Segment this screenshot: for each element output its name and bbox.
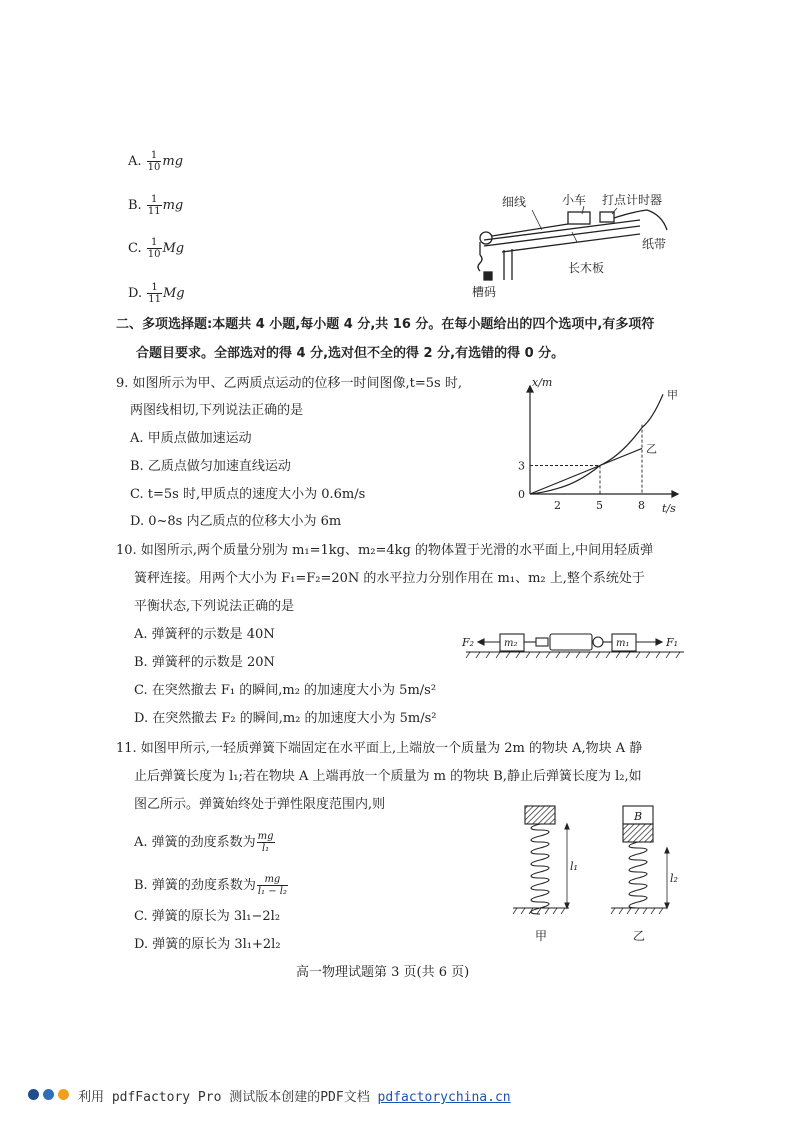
label-cart: 小车 [562,193,587,207]
label-jia: 甲 [535,929,548,943]
label-timer: 打点计时器 [602,193,663,207]
q9-stem: 9. 如图所示为甲、乙两质点运动的位移一时间图像,t=5s 时, [116,376,462,391]
q11-option-d: D. 弹簧的原长为 3l₁+2l₂ [134,937,281,952]
label-f1: F₁ [666,636,679,649]
label-thread: 细线 [502,195,527,209]
q9-option-d: D. 0~8s 内乙质点的位移大小为 6m [130,514,342,529]
q11-option-b: B. 弹簧的劲度系数为 $\frac{mg}{\text{l₁ − l₂}}$ [134,874,287,897]
q10-option-c: C. 在突然撤去 F₁ 的瞬间,m₂ 的加速度大小为 5m/s² [134,683,437,698]
y-axis-label: x/m [532,376,553,389]
x-arrow [672,491,678,497]
q9-option-b: B. 乙质点做匀加速直线运动 [130,459,291,474]
fraction: $\frac{1}{10}$ [147,237,161,260]
q8-cart-figure [472,190,672,300]
q11-stem: 止后弹簧长度为 l₁;若在物块 A 上端再放一个质量为 m 的物块 B,静止后弹簧长度为 l₂,如 [134,769,642,784]
x-tick-label: 5 [596,499,603,512]
paper-tape [614,210,667,230]
fraction: $\frac{1}{11}$ [147,194,161,217]
label-l2: l₂ [670,872,678,885]
block-a-yi [623,824,653,842]
label-yi: 乙 [633,929,646,943]
label-f2: F₂ [462,636,475,649]
block-a-jia [525,806,555,824]
q10-option-b: B. 弹簧秤的示数是 20N [134,655,275,670]
q8-option: B. $\frac{1}{11}$ mg [128,194,184,217]
q11-option-c: C. 弹簧的原长为 3l₁−2l₂ [134,909,281,924]
label-m2: m₂ [504,638,518,649]
hook-weight [484,272,492,280]
q9-option-c: C. t=5s 时,甲质点的速度大小为 0.6m/s [130,487,366,502]
origin-label: 0 [518,488,525,501]
q10-stem: 10. 如图所示,两个质量分别为 m₁=1kg、m₂=4kg 的物体置于光滑的水平面上,中间用轻质弹 [116,543,654,558]
section-heading-cont: 合题目要求。全部选对的得 4 分,选对但不全的得 2 分,有选错的得 0 分。 [136,346,565,361]
q10-stem: 平衡状态,下列说法正确的是 [134,599,295,614]
banner-text: 利用 pdfFactory Pro 测试版本创建的PDF文档 pdfactorychina.cn [78,1090,511,1105]
label-b: B [634,810,643,823]
pdf-factory-banner [0,1082,794,1112]
section-heading: 二、多项选择题:本题共 4 小题,每小题 4 分,共 16 分。在每小题给出的四个选项中,有多项符 [116,317,655,332]
series-label-yi: 乙 [646,442,657,456]
banner-link[interactable]: pdfactorychina.cn [377,1090,511,1105]
banner-dot-icon [43,1089,54,1100]
q11-stem: 图乙所示。弹簧始终处于弹性限度范围内,则 [134,797,386,812]
q8-option: A. $\frac{1}{10}$ mg [128,150,184,173]
spring-balance [550,634,592,650]
q11-option-a: A. 弹簧的劲度系数为 $\frac{mg}{\text{l₁}}$ [134,831,274,854]
series-line-jia [530,394,663,494]
q9-stem: 两图线相切,下列说法正确的是 [130,403,304,418]
label-l1: l₁ [570,860,578,873]
x-tick-label: 8 [638,499,645,512]
ground-hatch [466,652,680,658]
label-tape: 纸带 [642,237,667,251]
q10-option-a: A. 弹簧秤的示数是 40N [134,627,275,642]
spring-yi [629,842,647,908]
pulley [480,232,492,244]
cart [568,212,590,224]
label-board: 长木板 [568,261,605,275]
fraction: $\frac{mg}{\text{l₁ − l₂}}$ [257,874,287,897]
series-label-jia: 甲 [667,388,678,402]
page-number: 高一物理试题第 3 页(共 6 页) [296,965,470,980]
banner-dot-icon [28,1089,39,1100]
x-tick-label: 2 [554,499,561,512]
q11-stem: 11. 如图甲所示,一轻质弹簧下端固定在水平面上,上端放一个质量为 2m 的物块 A,物块 A 静 [116,741,643,756]
q10-option-d: D. 在突然撤去 F₂ 的瞬间,m₂ 的加速度大小为 5m/s² [134,711,437,726]
label-weight: 槽码 [472,285,497,299]
q9-option-a: A. 甲质点做加速运动 [130,431,252,446]
x-axis-label: t/s [662,502,676,515]
y-tick-label: 3 [518,459,525,473]
q10-spring-balance-figure [462,628,692,662]
q8-option: D. $\frac{1}{11}$ Mg [128,282,185,305]
fraction: $\frac{1}{11}$ [148,282,161,305]
banner-dot-icon [58,1089,69,1100]
label-m1: m₁ [616,638,630,649]
q10-stem: 簧秤连接。用两个大小为 F₁=F₂=20N 的水平拉力分别作用在 m₁、m₂ 上,整个系统处于 [134,571,645,586]
fraction: $\frac{mg}{\text{l₁}}$ [257,831,274,854]
fraction: $\frac{1}{10}$ [147,150,161,173]
q9-xt-chart [508,376,688,516]
q11-spring-figure [505,800,705,950]
series-line-yi [530,448,642,494]
q8-option: C. $\frac{1}{10}$ Mg [128,237,185,260]
spring-jia [531,824,549,914]
